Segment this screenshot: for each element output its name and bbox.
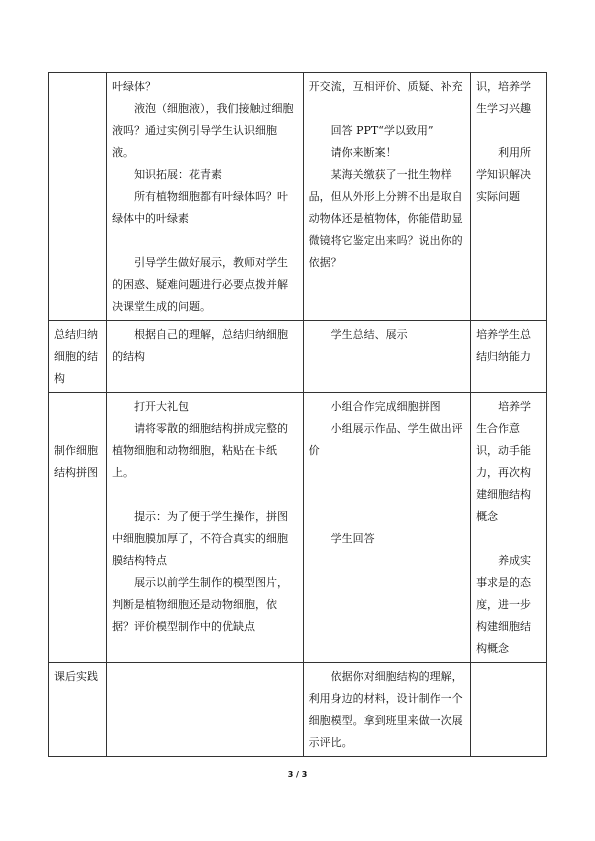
- cell-paragraph: 学生总结、展示: [330, 328, 408, 341]
- table-row: [49, 663, 547, 757]
- table-cell-col3: [303, 321, 470, 393]
- cell-paragraph: 叶绿体？: [112, 80, 157, 93]
- table-row: [49, 73, 547, 321]
- cell-paragraph: 培养学生合作意识，动手能力，再次构建细胞结构概念: [476, 400, 532, 523]
- lesson-plan-table: [48, 72, 547, 757]
- table-cell-col3: [303, 393, 470, 663]
- cell-paragraph: 回答 PPT“学以致用”: [330, 124, 434, 137]
- paragraph-gap: [476, 120, 541, 142]
- table-cell-col3: [303, 73, 470, 321]
- table-cell-col1: [49, 393, 107, 663]
- cell-paragraph: 利用所学知识解决实际问题: [476, 146, 532, 203]
- table-cell-col4: [471, 73, 547, 321]
- cell-paragraph: 养成实事求是的态度，进一步构建细胞结构概念: [476, 554, 532, 655]
- cell-paragraph: 某海关缴获了一批生物样品，但从外形上分辨不出是取自动物体还是植物体，你能借助显微镜将它鉴定出来吗？说出你的依据？: [308, 168, 463, 269]
- cell-paragraph: 学生回答: [330, 532, 375, 545]
- cell-paragraph: 依据你对细胞结构的理解，利用身边的材料，设计制作一个细胞模型。拿到班里来做一次展示评比。: [308, 670, 463, 749]
- cell-paragraph: 课后实践: [54, 670, 98, 683]
- cell-paragraph: 打开大礼包: [134, 400, 190, 413]
- paragraph-gap: [476, 528, 541, 550]
- cell-paragraph: 小组展示作品、学生做出评价: [308, 422, 463, 457]
- cell-paragraph: 小组合作完成细胞拼图: [330, 400, 441, 413]
- table-cell-col4: [471, 393, 547, 663]
- cell-paragraph: 制作细胞结构拼图: [54, 444, 98, 479]
- cell-paragraph: 请你来断案！: [330, 146, 397, 159]
- paragraph-gap: [309, 462, 465, 484]
- cell-paragraph: 请将零散的细胞结构拼成完整的植物细胞和动物细胞，粘贴在卡纸上。: [112, 422, 289, 479]
- table-cell-col3: [303, 663, 470, 757]
- paragraph-gap: [112, 230, 298, 252]
- table-cell-col1: [49, 73, 107, 321]
- table-cell-col1: [49, 321, 107, 393]
- table-cell-col2: [107, 73, 304, 321]
- paragraph-gap: [54, 418, 101, 440]
- cell-paragraph: 识，培养学生学习兴趣: [476, 80, 532, 115]
- table-row: [49, 393, 547, 663]
- paragraph-gap: [112, 484, 298, 506]
- cell-paragraph: 引导学生做好展示，教师对学生的困惑、疑难问题进行必要点拨并解决课堂生成的问题。: [112, 256, 289, 313]
- cell-paragraph: 知识拓展：花青素: [134, 168, 223, 181]
- cell-paragraph: 提示：为了便于学生操作，拼图中细胞膜加厚了，不符合真实的细胞膜结构特点: [112, 510, 289, 567]
- table-row: [49, 321, 547, 393]
- table-cell-col1: [49, 663, 107, 757]
- cell-paragraph: 总结归纳细胞的结构: [54, 328, 98, 385]
- page-number: 3 / 3: [287, 770, 308, 779]
- table-cell-col2: [107, 393, 304, 663]
- cell-paragraph: 展示以前学生制作的模型图片，判断是植物细胞还是动物细胞，依据？评价模型制作中的优缺点: [112, 576, 289, 633]
- paragraph-gap: [309, 98, 465, 120]
- paragraph-gap: [309, 506, 465, 528]
- paragraph-gap: [309, 484, 465, 506]
- cell-paragraph: 所有植物细胞都有叶绿体吗？叶绿体中的叶绿素: [112, 190, 289, 225]
- table-cell-col4: [471, 663, 547, 757]
- table-cell-col4: [471, 321, 547, 393]
- cell-paragraph: 根据自己的理解，总结归纳细胞的结构: [112, 328, 289, 363]
- table-cell-col2: [107, 663, 304, 757]
- cell-paragraph: 培养学生总结归纳能力: [476, 328, 532, 363]
- cell-paragraph: 开交流，互相评价、质疑、补充: [308, 80, 463, 93]
- paragraph-gap: [54, 396, 101, 418]
- cell-paragraph: 液泡（细胞液），我们接触过细胞液吗？通过实例引导学生认识细胞液。: [112, 102, 294, 159]
- table-cell-col2: [107, 321, 304, 393]
